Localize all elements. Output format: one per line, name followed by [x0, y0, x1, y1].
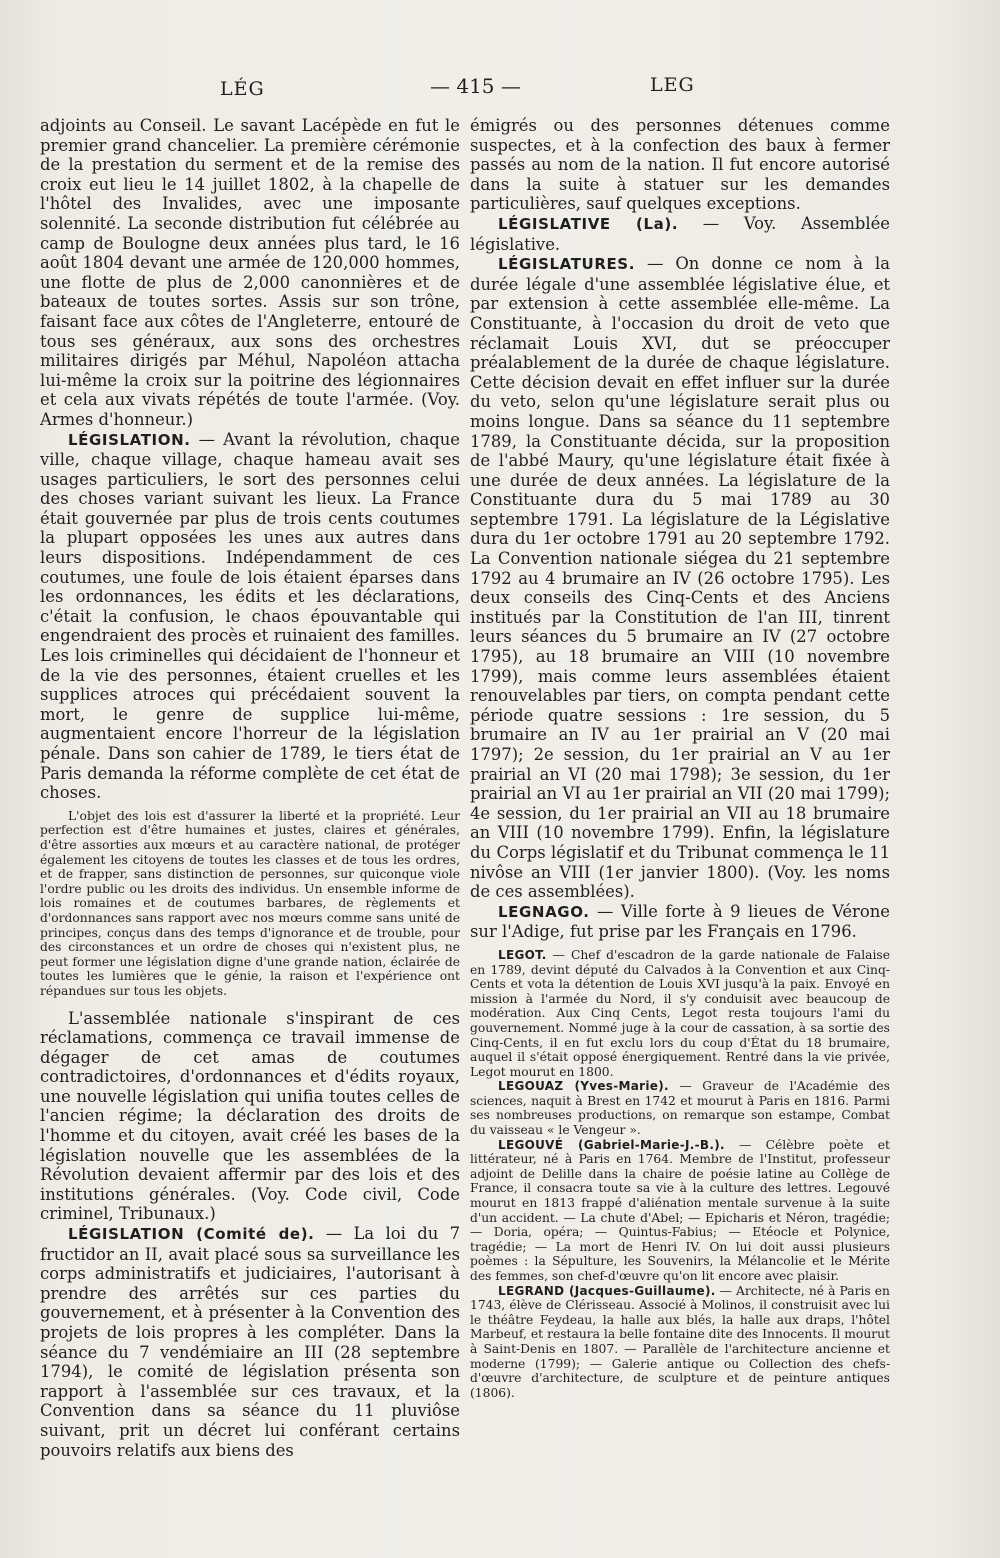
- entry-heading-legouve: LEGOUVÉ (Gabriel-Marie-J.-B.).: [498, 1137, 725, 1152]
- header-right: LEG: [650, 74, 695, 96]
- entry-heading-legislatures: LÉGISLATURES.: [498, 255, 636, 274]
- entry-text-legot: — Chef d'escadron de la garde nationale de Falaise en 1789, devint député du Calvados à la Convention et aux Cinq-Cents et vota la détention de Louis XVI jusqu'à la paix. Envoyé en mission à l'armée du Nord, il s'y conduisit avec beaucoup de modération. Aux Cinq Cents, Legot resta toujours l'ami du gouvernement. Nommé juge à la cour de cassation, à sa sortie des Cinq-Cents, il en fut exclu lors du coup d'État du 18 brumaire, auquel il s'était opposé énergiquement. Rentré dans la vie privée, Legot mourut en 1800.: [470, 947, 890, 1079]
- entry-text-legnago: — Ville forte à 9 lieues de Vérone sur l'Adige, fut prise par les Français en 1796.: [470, 901, 890, 942]
- entry-heading-comite: LÉGISLATION (Comité de).: [68, 1225, 315, 1244]
- entry-text-legislative: — Voy. Assemblée législative.: [470, 213, 890, 254]
- right-column: [470, 116, 890, 1400]
- entry-heading-legnago: LEGNAGO.: [498, 902, 590, 921]
- quote-text: L'objet des lois est d'assurer la liberté et la propriété. Leur perfection est d'être humaines et justes, claires et générales, d'être assorties aux mœurs et au caractère national, de protéger également les citoyens de toutes les classes et de tous les ordres, et de frapper, sans distinction de personnes, sur quiconque viole l'ordre public ou les droits des individus. Un ensemble informe de lois romaines et de coutumes barbares, de règlements et d'ordonnances sans rapport avec nos mœurs comme sans unité de principes, conçus dans des temps d'ignorance et de trouble, pour des circonstances et un ordre de choses qui n'existent plus, ne peut former une législation digne d'une grande nation, éclairée de toutes les lumières que le génie, la raison et l'expérience ont répandues sur tous les objets.: [40, 808, 460, 998]
- entry-text-legislatures: — On donne ce nom à la durée légale d'une assemblée législative élue, et par extension à cette assemblée elle-même. La Constituante, à l'occasion du droit de veto que réclamait Louis XVI, dut se préoccuper préalablement de la durée de chaque législature. Cette décision devait en effet influer sur la durée du veto, selon qu'une législature serait plus ou moins longue. Dans sa séance du 11 septembre 1789, la Constituante décida, sur la proposition de l'abbé Maury, qu'une législature était fixée à une durée de deux années. La législature de la Constituante dura du 5 mai 1789 au 30 septembre 1791. La législature de la Législative dura du 1er octobre 1791 au 20 septembre 1792. La Convention nationale siégea du 21 septembre 1792 au 4 brumaire an IV (26 octobre 1795). Les deux conseils des Cinq-Cents et des Anciens institués par la Constitution de l'an III, tinrent leurs séances du 5 brumaire an IV (27 octobre 1795), au 18 brumaire an VIII (10 novembre 1799), mais comme leurs assemblées étaient renouvelables par tiers, on compta pendant cette période quatre sessions : 1re session, du 5 brumaire an IV au 1er prairial an V (20 mai 1797); 2e session, du 1er prairial an V au 1er prairial an VI (20 mai 1798); 3e session, du 1er prairial an VI au 1er prairial an VII (20 mai 1799); 4e session, du 1er prairial an VII au 18 brumaire an VIII (10 novembre 1799). Enfin, la législature du Corps législatif et du Tribunat commença le 11 nivôse an VIII (1er janvier 1800). (Voy. les noms de ces assemblées).: [470, 254, 891, 902]
- left-column: [40, 116, 460, 1460]
- entry-text-legislation: — Avant la révolution, chaque ville, chaque village, chaque hameau avait ses usages particuliers, le sort des personnes celui des choses variant suivant les lieux. La France était gouvernée par plus de trois cents coutumes la plupart opposées les unes aux autres dans leurs dispositions. Indépendamment de ces coutumes, une foule de lois étaient éparses dans les ordonnances, les édits et les déclarations, c'était la confusion, le chaos épouvantable qui engendraient des procès et ruinaient des familles. Les lois criminelles qui décidaient de l'honneur et de la vie des personnes, étaient cruelles et les supplices atroces qui précédaient souvent la mort, le genre de supplice lui-même, augmentaient encore l'horreur de la législation pénale. Dans son cahier de 1789, le tiers état de Paris demanda la réforme complète de cet état de choses.: [40, 429, 460, 803]
- entry-heading-legislative: LÉGISLATIVE (La).: [498, 214, 679, 233]
- entry-heading-legot: LEGOT.: [498, 947, 547, 962]
- entry-heading-legislation: LÉGISLATION.: [68, 430, 191, 449]
- quote-block: [40, 809, 460, 999]
- entry-text-legrand: — Architecte, né à Paris en 1743, élève de Clérisseau. Associé à Molinos, il construisit avec lui le théâtre Feydeau, la halle aux blés, la halle aux draps, l'hôtel Marbeuf, et restaura la belle fontaine dite des Innocents. Il mourut à Saint-Denis en 1807. — Parallèle de l'architecture ancienne et moderne (1799); — Galerie antique ou Collection des chefs-d'œuvre d'architecture, de sculpture et de peinture antiques (1806).: [470, 1283, 890, 1400]
- small-entries: [470, 948, 890, 1400]
- running-header: [0, 70, 1000, 110]
- paragraph-assemblee: L'assemblée nationale s'inspirant de ces réclamations, commença ce travail immense de dégager de cet amas de coutumes contradictoires, d'ordonnances et d'édits royaux, une nouvelle législation qui unifia toutes celles de l'ancien régime; la déclaration des droits de l'homme et du citoyen, avait créé les bases de la législation nouvelle que les assemblées de la Révolution devaient affermir par des lois et des institutions générales. (Voy. Code civil, Code criminel, Tribunaux.): [40, 1008, 460, 1224]
- page-number: — 415 —: [430, 74, 521, 98]
- entry-text-comite: — La loi du 7 fructidor an II, avait placé sous sa surveillance les corps administratifs et judiciaires, l'autorisant à prendre des arrêtés sur ces parties du gouvernement, et à présenter à la Convention des projets de lois propres à les compléter. Dans la séance du 7 vendémiaire an III (28 septembre 1794), le comité de législation présenta son rapport à l'assemblée sur ces travaux, et la Convention dans sa séance du 11 pluviôse suivant, prit un décret lui conférant certains pouvoirs relatifs aux biens des: [40, 1224, 461, 1460]
- entry-text-legouve: — Célèbre poète et littérateur, né à Paris en 1764. Membre de l'Institut, professeur adjoint de Delille dans la chaire de poésie latine au Collège de France, il consacra toute sa vie à la culture des lettres. Legouvé mourut en 1813 frappé d'aliénation mentale survenue à la suite d'un accident. — La chute d'Abel; — Epicharis et Néron, tragédie; — Doria, opéra; — Quintus-Fabius; — Etéocle et Polynice, tragédie; — La mort de Henri IV. On lui doit aussi plusieurs poèmes : la Sépulture, les Souvenirs, la Mélancolie et le Mérite des femmes, son chef-d'œuvre qu'on lit encore avec plaisir.: [470, 1137, 890, 1283]
- header-left: LÉG: [220, 78, 265, 100]
- paragraph-emigres: émigrés ou des personnes détenues comme suspectes, et à la confection des baux à fermer passés au nom de la nation. Il fut encore autorisé dans la suite à statuer sur les demandes particulières, sauf quelques exceptions.: [470, 116, 890, 214]
- paragraph-legion-honneur: adjoints au Conseil. Le savant Lacépède en fut le premier grand chancelier. La première cérémonie de la prestation du serment et de la remise des croix eut lieu le 14 juillet 1802, à la chapelle de l'hôtel des Invalides, avec une imposante solennité. La seconde distribution fut célébrée au camp de Boulogne deux années plus tard, le 16 août 1804 devant une armée de 120,000 hommes, une flotte de plus de 2,000 canonnières et de bateaux de toutes sortes. Assis sur son trône, faisant face aux côtes de l'Angleterre, entouré de tous ses généraux, aux sons des orchestres militaires dirigés par Méhul, Napoléon attacha lui-même la croix sur la poitrine des légionnaires et cela aux vivats répétés de toute l'armée. (Voy. Armes d'honneur.): [40, 116, 460, 429]
- entry-heading-legrand: LEGRAND (Jacques-Guillaume).: [498, 1283, 716, 1298]
- entry-text-legouaz: — Graveur de l'Académie des sciences, naquit à Brest en 1742 et mourut à Paris en 1816. Parmi ses nombreuses productions, on remarque son estampe, Combat du vaisseau « le Vengeur ».: [470, 1079, 890, 1138]
- entry-heading-legouaz: LEGOUAZ (Yves-Marie).: [498, 1079, 669, 1094]
